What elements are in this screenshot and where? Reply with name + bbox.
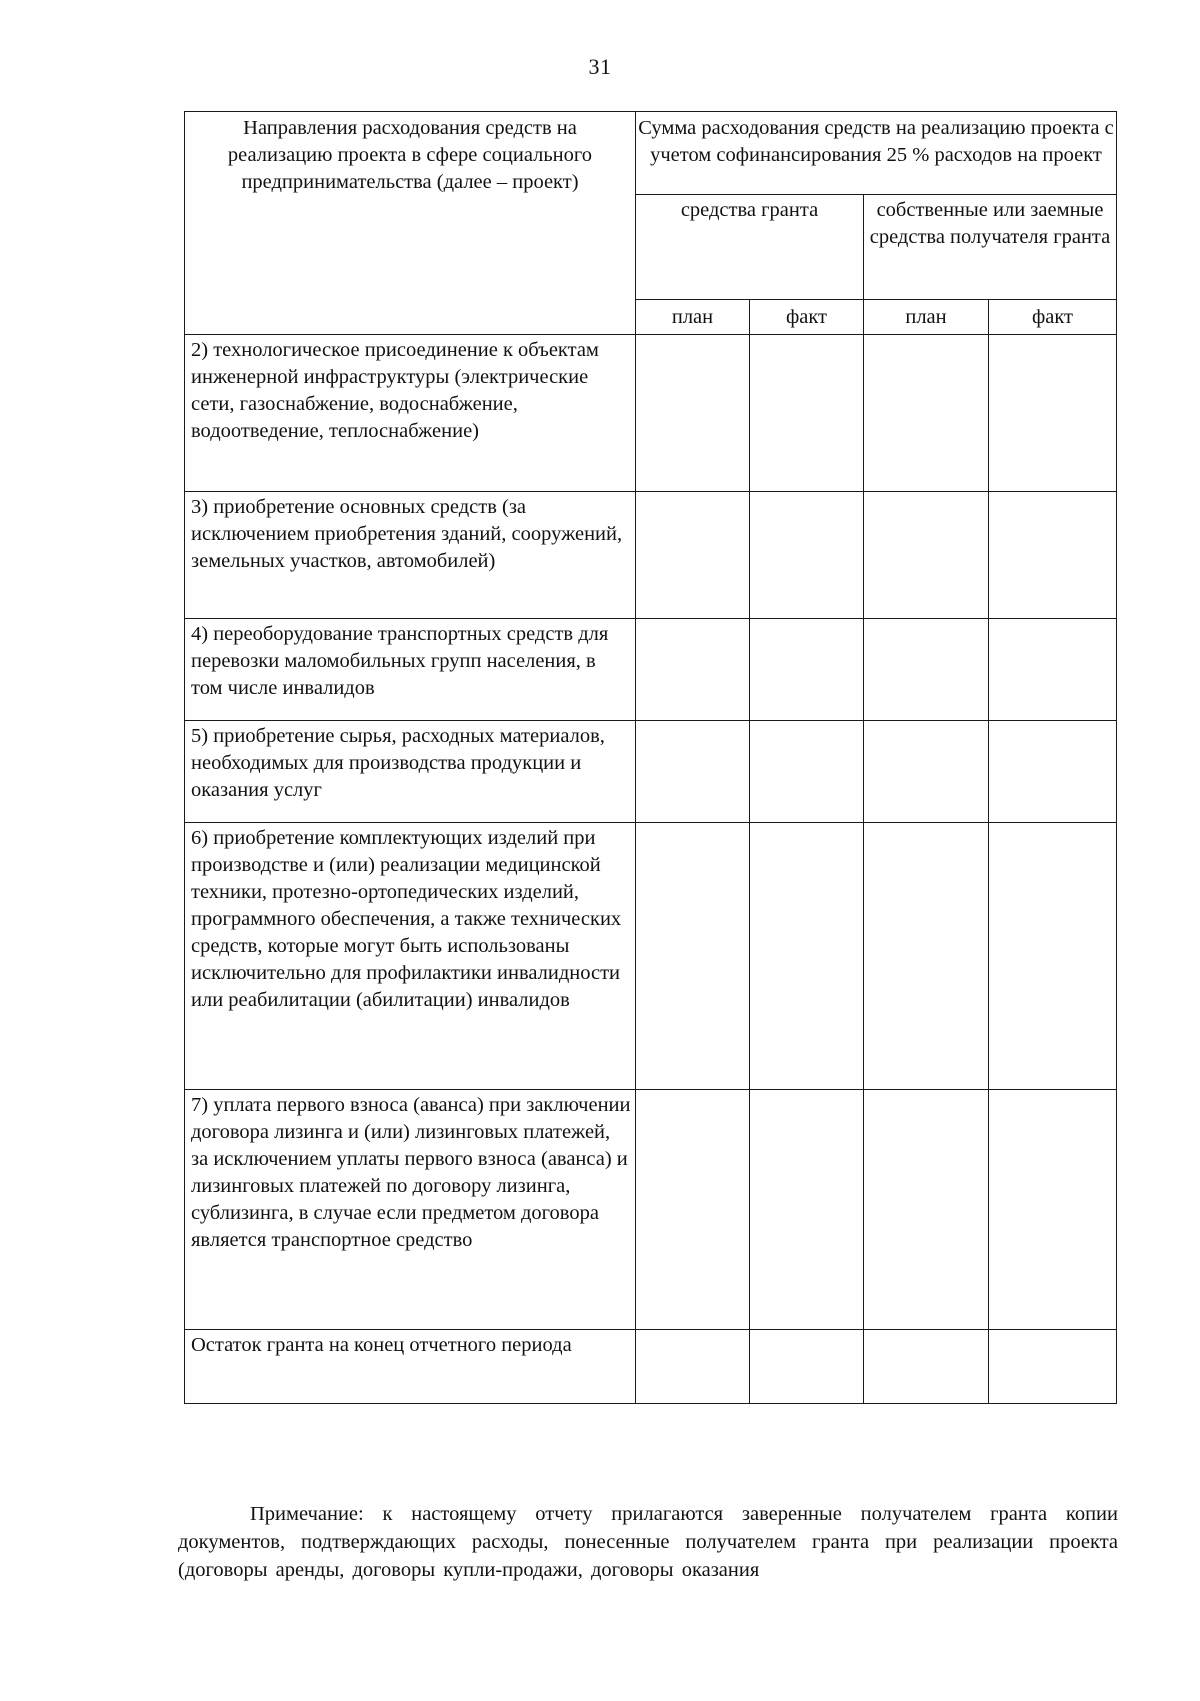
header-grant-plan: план — [636, 300, 750, 335]
own-plan-cell — [864, 823, 989, 1090]
header-grant-funds: средства гранта — [636, 195, 864, 300]
grant-fact-cell — [750, 1330, 864, 1404]
own-fact-cell — [989, 823, 1117, 1090]
row-label: 4) переоборудование транспортных средств для перевозки маломобильных групп населения, в том числе инвалидов — [185, 619, 636, 721]
row-label: 2) технологическое присоединение к объектам инженерной инфраструктуры (электрические сети, газоснабжение, водоснабжение, водоотведение, теплоснабжение) — [185, 335, 636, 492]
table-row — [185, 721, 1117, 823]
grant-fact-cell — [750, 619, 864, 721]
header-sum: Сумма расходования средств на реализацию проекта с учетом софинансирования 25 % расходов на проект — [636, 112, 1117, 195]
grant-plan-cell — [636, 619, 750, 721]
grant-fact-cell — [750, 492, 864, 619]
own-plan-cell — [864, 492, 989, 619]
grant-fact-cell — [750, 335, 864, 492]
table-row — [185, 492, 1117, 619]
grant-plan-cell — [636, 823, 750, 1090]
header-row-1 — [185, 112, 1117, 195]
own-plan-cell — [864, 1090, 989, 1330]
header-own-fact: факт — [989, 300, 1117, 335]
own-fact-cell — [989, 335, 1117, 492]
own-plan-cell — [864, 619, 989, 721]
grant-plan-cell — [636, 1330, 750, 1404]
grant-plan-cell — [636, 1090, 750, 1330]
grant-fact-cell — [750, 823, 864, 1090]
table-row — [185, 1330, 1117, 1404]
own-plan-cell — [864, 721, 989, 823]
table-row — [185, 619, 1117, 721]
table-row — [185, 823, 1117, 1090]
grant-plan-cell — [636, 335, 750, 492]
header-grant-fact: факт — [750, 300, 864, 335]
header-own-funds: собственные или заемные средства получателя гранта — [864, 195, 1117, 300]
table-row — [185, 1090, 1117, 1330]
grant-fact-cell — [750, 721, 864, 823]
row-label: 5) приобретение сырья, расходных материалов, необходимых для производства продукции и оказания услуг — [185, 721, 636, 823]
grant-fact-cell — [750, 1090, 864, 1330]
expenditure-table — [184, 111, 1117, 1404]
own-fact-cell — [989, 492, 1117, 619]
row-label: Остаток гранта на конец отчетного периода — [185, 1330, 636, 1404]
own-fact-cell — [989, 1090, 1117, 1330]
table-row — [185, 335, 1117, 492]
own-fact-cell — [989, 1330, 1117, 1404]
page-number: 31 — [588, 54, 612, 79]
row-label: 3) приобретение основных средств (за исключением приобретения зданий, сооружений, земельных участков, автомобилей) — [185, 492, 636, 619]
header-own-plan: план — [864, 300, 989, 335]
header-direction: Направления расходования средств на реализацию проекта в сфере социального предпринимательства (далее – проект) — [185, 112, 636, 335]
own-plan-cell — [864, 335, 989, 492]
row-label: 7) уплата первого взноса (аванса) при заключении договора лизинга и (или) лизинговых платежей, за исключением уплаты первого взноса (аванса) и лизинговых платежей по договору лизинга, сублизинга, в случае если предметом договора является транспортное средство — [185, 1090, 636, 1330]
own-fact-cell — [989, 721, 1117, 823]
note-paragraph: Примечание: к настоящему отчету прилагаются заверенные получателем гранта копии документов, подтверждающих расходы, понесенные получателем гранта при реализации проекта (договоры аренды, договоры купли-продажи, договоры оказания — [178, 1503, 1118, 1581]
grant-plan-cell — [636, 721, 750, 823]
own-fact-cell — [989, 619, 1117, 721]
grant-plan-cell — [636, 492, 750, 619]
own-plan-cell — [864, 1330, 989, 1404]
row-label: 6) приобретение комплектующих изделий при производстве и (или) реализации медицинской техники, протезно-ортопедических изделий, программного обеспечения, а также технических средств, которые могут быть использованы исключительно для профилактики инвалидности или реабилитации (абилитации) инвалидов — [185, 823, 636, 1090]
